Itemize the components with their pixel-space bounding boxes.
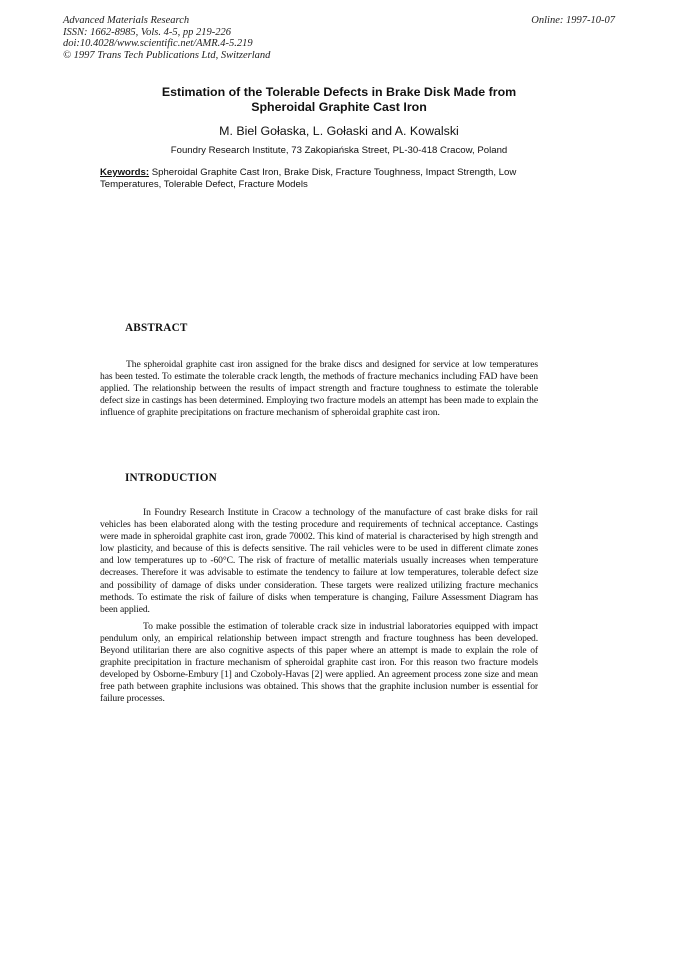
publication-header [63, 15, 270, 61]
keywords-text: Spheroidal Graphite Cast Iron, Brake Disk, Fracture Toughness, Impact Strength, Low Temperatures, Tolerable Defect, Fracture Models [100, 167, 517, 190]
abstract-heading: ABSTRACT [125, 322, 188, 334]
introduction-body [100, 507, 538, 711]
keywords-block [100, 167, 560, 191]
intro-paragraph-1: In Foundry Research Institute in Cracow a technology of the manufacture of cast brake disks for rail vehicles has been elaborated along with the testing procedure and requirements of technical acceptance. Castings were made in spheroidal graphite cast iron, grade 70002. This kind of material is characterised by high strength and low plasticity, and because of this is defects sensitive. The rail vehicles were to be used in different climate zones and low temperatures up to -60°C. The risk of fracture of metallic materials usually increases when temperature decreases. Therefore it was advisable to estimate the tendency to failure at low temperatures, tolerable defect size and possibility of damage of disks under consideration. These targets were realized utilizing fracture mechanics methods. To estimate the risk of failure of disks when temperature is changing, Failure Assessment Diagram has been applied. [100, 507, 538, 615]
doi-link[interactable]: doi:10.4028/www.scientific.net/AMR.4-5.219 [63, 38, 253, 50]
keywords-label: Keywords: [100, 167, 150, 178]
authors: M. Biel Gołaska, L. Gołaski and A. Kowalski [219, 124, 459, 138]
introduction-heading: INTRODUCTION [125, 472, 217, 484]
online-date: Online: 1997-10-07 [531, 15, 615, 26]
affiliation: Foundry Research Institute, 73 Zakopiańska Street, PL-30-418 Cracow, Poland [170, 145, 508, 156]
intro-paragraph-2: To make possible the estimation of tolerable crack size in industrial laboratories equipped with impact pendulum only, an empirical relationship between impact strength and fracture toughness has been developed. Beyond utilitarian there are also cognitive aspects of this paper where an attempt is made to explain the role of graphite precipitation in fracture mechanism of spheroidal graphite cast iron. For this reason two fracture models developed by Osborne-Embury [1] and Czoboly-Havas [2] were applied. An agreement process zone size and mean free path between graphite inclusions was obtained. This shows that the graphite inclusion number is essential for failure processes. [100, 620, 538, 705]
title-line-2: Spheroidal Graphite Cast Iron [251, 100, 427, 114]
abstract-body [100, 359, 538, 424]
copyright-line: © 1997 Trans Tech Publications Ltd, Switzerland [63, 49, 271, 61]
abstract-paragraph: The spheroidal graphite cast iron assigned for the brake discs and designed for service at low temperatures has been tested. To estimate the tolerable crack length, the methods of fracture mechanics including FAD have been applied. The relationship between the results of impact strength and fracture toughness to estimate the tolerable defect size in castings has been determined. Employing two fracture models an attempt has been made to explain the influence of graphite precipitations on fracture mechanism of spheroidal graphite cast iron. [100, 359, 538, 419]
issn-line: ISSN: 1662-8985, Vols. 4-5, pp 219-226 [63, 26, 231, 38]
journal-name: Advanced Materials Research [63, 15, 190, 26]
title-line-1: Estimation of the Tolerable Defects in Brake Disk Made from [161, 85, 517, 99]
paper-title [100, 85, 578, 115]
